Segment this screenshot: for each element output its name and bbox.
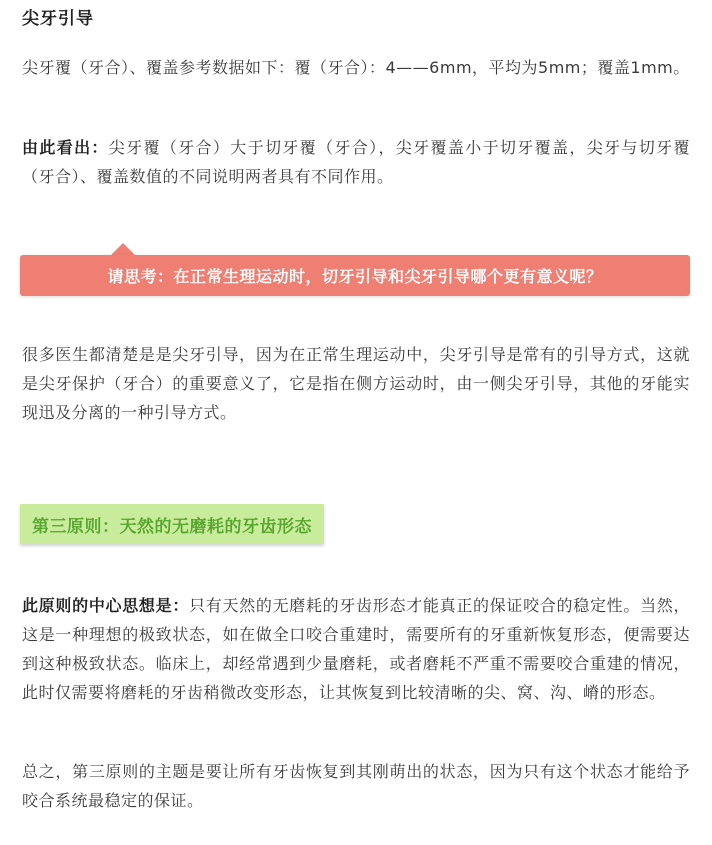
paragraph-canine-guidance: 很多医生都清楚是是尖牙引导，因为在正常生理运动中，尖牙引导是常有的引导方式，这就是尖牙保护（牙合）的重要意义了，它是指在侧方运动时，由一侧尖牙引导，其他的牙能实现迅及分离的一种引导方式。 xyxy=(22,345,690,422)
principle-core-lead: 此原则的中心思想是： xyxy=(22,596,190,615)
conclusion-lead: 由此看出： xyxy=(22,138,109,157)
section-heading: 尖牙引导 xyxy=(22,9,94,29)
paragraph-reference-data: 尖牙覆（牙合）、覆盖参考数据如下：覆（牙合）：4——6mm，平均为5mm；覆盖1mm。 xyxy=(22,58,690,77)
principle-title: 第三原则：天然的无磨耗的牙齿形态 xyxy=(32,516,312,537)
think-callout xyxy=(20,255,690,296)
callout-pointer xyxy=(111,243,135,255)
think-callout-text: 请思考：在正常生理运动时，切牙引导和尖牙引导哪个更有意义呢？ xyxy=(107,267,603,286)
paragraph-principle-core xyxy=(22,591,690,707)
conclusion-text: 尖牙覆（牙合）大于切牙覆（牙合），尖牙覆盖小于切牙覆盖，尖牙与切牙覆（牙合）、覆盖数值的不同说明两者具有不同作用。 xyxy=(22,138,690,186)
paragraph-summary: 总之，第三原则的主题是要让所有牙齿恢复到其刚萌出的状态，因为只有这个状态才能给予咬合系统最稳定的保证。 xyxy=(22,762,690,810)
principle-banner xyxy=(20,504,324,544)
paragraph-conclusion xyxy=(22,133,690,191)
principle-core-text: 只有天然的无磨耗的牙齿形态才能真正的保证咬合的稳定性。当然，这是一种理想的极致状态，如在做全口咬合重建时，需要所有的牙重新恢复形态，便需要达到这种极致状态。临床上，却经常遇到少量磨耗，或者磨耗不严重不需要咬合重建的情况，此时仅需要将磨耗的牙齿稍微改变形态，让其恢复到比较清晰的尖、窝、沟、嵴的形态。 xyxy=(22,596,690,702)
